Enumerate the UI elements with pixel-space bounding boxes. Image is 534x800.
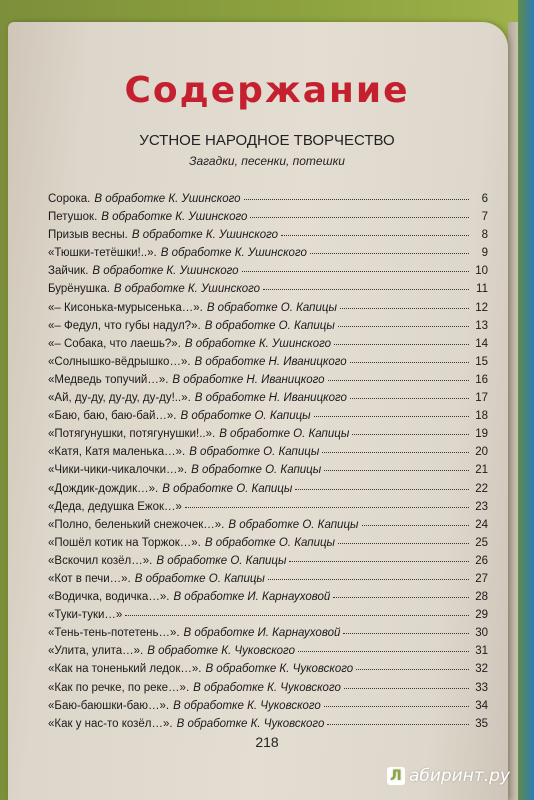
toc-leader-dots <box>250 217 469 218</box>
toc-entry-author: В обработке О. Капицы <box>162 482 293 495</box>
toc-entry <box>48 483 488 501</box>
toc-entry-author: В обработке К. Ушинского <box>131 229 279 242</box>
toc-entry-author: В обработке Н. Иваницкого <box>194 392 347 405</box>
toc-entry <box>48 211 488 229</box>
toc-entry-title: «Пошёл котик на Торжок…». <box>48 536 201 549</box>
toc-entry-title: «Баю, баю, баю-бай…». <box>48 410 177 423</box>
toc-entry-page: 20 <box>475 446 488 459</box>
toc-entry-author: В обработке К. Ушинского <box>94 193 241 205</box>
toc-entry-title: «Тюшки-тетёшки!..». <box>48 247 157 260</box>
toc-entry <box>48 229 488 247</box>
toc-entry-title: «Чики-чики-чикалочки…». <box>48 464 188 477</box>
toc-entry-page: 35 <box>475 717 488 730</box>
toc-leader-dots <box>281 235 469 236</box>
toc-entry <box>48 663 488 681</box>
toc-entry-author: В обработке К. Ушинского <box>184 337 332 350</box>
toc-entry <box>48 537 488 555</box>
toc-entry-page: 28 <box>475 591 488 604</box>
toc-entry-page: 33 <box>475 681 488 694</box>
subsection-heading: Загадки, песенки, потешки <box>189 154 345 168</box>
toc-entry <box>48 446 488 464</box>
toc-entry <box>48 591 488 609</box>
toc-entry-author: В обработке К. Чуковского <box>147 645 295 658</box>
toc-entry <box>48 645 488 663</box>
toc-entry-title: «Полно, беленький снежочек…». <box>48 518 225 531</box>
toc-entry <box>48 627 488 645</box>
toc-entry-page: 14 <box>475 337 488 350</box>
toc-leader-dots <box>289 561 469 562</box>
page-title: Содержание <box>124 70 410 111</box>
toc-entry-title: Бурёнушка. <box>48 283 110 296</box>
toc-entry-title: «Тень-тень-потетень…». <box>48 627 180 640</box>
toc-entry-page: 29 <box>475 609 488 622</box>
toc-entry-title: «Улита, улита…». <box>48 645 144 658</box>
toc-entry-page: 31 <box>475 645 488 658</box>
toc-leader-dots <box>338 326 469 327</box>
toc-entry <box>48 320 488 338</box>
toc-entry-author: В обработке О. Капицы <box>204 319 335 332</box>
toc-entry <box>48 573 488 591</box>
toc-leader-dots <box>362 525 470 526</box>
toc-entry-title: «Кот в печи…». <box>48 572 131 585</box>
toc-entry-title: «Как на тоненький ледок…». <box>48 663 202 676</box>
toc-entry <box>48 519 488 537</box>
toc-entry-title: «Ай, ду-ду, ду-ду, ду-ду!..». <box>48 392 191 405</box>
toc-leader-dots <box>310 253 469 254</box>
toc-leader-dots <box>343 633 469 634</box>
background-edge <box>518 0 534 800</box>
toc-entry <box>48 356 488 374</box>
toc-entry-page: 10 <box>475 265 488 278</box>
toc-leader-dots <box>314 416 469 417</box>
toc-leader-dots <box>268 579 469 580</box>
toc-leader-dots <box>324 470 469 471</box>
toc-entry-title: Сорока. <box>48 193 91 205</box>
toc-entry <box>48 410 488 428</box>
toc-leader-dots <box>352 434 469 435</box>
toc-entry <box>48 193 488 211</box>
toc-entry-title: «Солнышко-вёдрышко…». <box>48 355 191 368</box>
table-of-contents <box>48 193 488 736</box>
toc-leader-dots <box>327 724 469 725</box>
toc-entry-page: 15 <box>475 355 488 368</box>
toc-entry-page: 23 <box>475 500 488 513</box>
toc-leader-dots <box>324 706 469 707</box>
toc-entry-author: В обработке К. Ушинского <box>160 247 307 260</box>
toc-entry-title: «Потягунушки, потягунушки!..». <box>48 428 216 441</box>
toc-leader-dots <box>350 398 469 399</box>
toc-entry-author: В обработке О. Капицы <box>219 428 350 441</box>
toc-entry-title: «– Федул, что губы надул?». <box>48 319 201 332</box>
toc-entry-title: «Водичка, водичка…». <box>48 591 170 604</box>
labirint-logo-icon: Л <box>387 767 405 785</box>
toc-leader-dots <box>298 651 469 652</box>
toc-entry-page: 6 <box>481 193 488 205</box>
toc-entry-author: В обработке И. Карнауховой <box>173 591 331 604</box>
toc-leader-dots <box>344 688 469 689</box>
toc-leader-dots <box>334 344 469 345</box>
toc-leader-dots <box>125 615 469 616</box>
toc-entry-author: В обработке К. Чуковского <box>176 717 325 730</box>
toc-entry-author: В обработке К. Чуковского <box>173 699 321 712</box>
toc-entry-page: 11 <box>476 283 488 296</box>
watermark-text: абиринт.ру <box>408 766 510 786</box>
toc-entry-page: 12 <box>475 301 488 314</box>
toc-entry-page: 22 <box>475 482 488 495</box>
toc-entry <box>48 428 488 446</box>
toc-leader-dots <box>244 199 469 200</box>
toc-entry-title: «Вскочил козёл…». <box>48 554 153 567</box>
toc-entry <box>48 501 488 519</box>
toc-entry <box>48 555 488 573</box>
toc-entry <box>48 374 488 392</box>
page-number: 218 <box>255 734 279 750</box>
toc-entry-title: «Дождик-дождик…». <box>48 482 159 495</box>
toc-entry <box>48 700 488 718</box>
toc-entry <box>48 302 488 320</box>
toc-leader-dots <box>338 543 469 544</box>
toc-entry <box>48 247 488 265</box>
toc-leader-dots <box>295 489 469 490</box>
toc-entry <box>48 392 488 410</box>
toc-entry-title: «Как по речке, по реке…». <box>48 681 190 694</box>
toc-entry-title: «Туки-туки…» <box>48 609 123 622</box>
toc-entry-author: В обработке И. Карнауховой <box>183 627 341 640</box>
toc-entry-author: В обработке О. Капицы <box>204 536 336 549</box>
toc-entry <box>48 265 488 283</box>
toc-leader-dots <box>333 597 469 598</box>
toc-entry <box>48 609 488 627</box>
toc-leader-dots <box>242 271 469 272</box>
toc-entry <box>48 283 488 301</box>
toc-entry-author: В обработке К. Чуковского <box>205 663 354 676</box>
toc-entry-page: 16 <box>475 373 488 386</box>
toc-entry-page: 25 <box>475 536 488 549</box>
toc-entry-page: 34 <box>475 699 488 712</box>
toc-entry-author: В обработке К. Ушинского <box>101 211 248 224</box>
toc-leader-dots <box>350 362 469 363</box>
toc-entry-page: 32 <box>475 663 488 676</box>
toc-entry-author: В обработке О. Капицы <box>156 554 287 567</box>
toc-entry-author: В обработке О. Капицы <box>180 410 311 423</box>
toc-entry-page: 27 <box>475 572 488 585</box>
toc-entry-page: 21 <box>475 464 488 477</box>
toc-entry <box>48 682 488 700</box>
toc-entry-author: В обработке К. Чуковского <box>193 681 341 694</box>
toc-entry-page: 9 <box>481 247 488 260</box>
toc-entry-title: «Катя, Катя маленька…». <box>48 446 186 459</box>
toc-entry-page: 7 <box>481 211 488 224</box>
toc-entry-page: 18 <box>475 410 488 423</box>
toc-leader-dots <box>322 452 469 453</box>
toc-entry-author: В обработке К. Ушинского <box>92 265 239 278</box>
toc-entry-page: 24 <box>475 518 488 531</box>
toc-entry-page: 26 <box>475 554 488 567</box>
section-heading: УСТНОЕ НАРОДНОЕ ТВОРЧЕСТВО <box>139 132 395 149</box>
toc-entry-page: 8 <box>481 229 488 242</box>
toc-entry-title: «Баю-баюшки-баю…». <box>48 699 170 712</box>
toc-entry-author: В обработке О. Капицы <box>191 464 322 477</box>
toc-entry-title: Петушок. <box>48 211 98 224</box>
toc-entry <box>48 464 488 482</box>
toc-entry-title: «Медведь топучий…». <box>48 373 169 386</box>
toc-entry-page: 30 <box>475 627 488 640</box>
toc-entry-title: «– Собака, что лаешь?». <box>48 337 181 350</box>
toc-entry-author: В обработке Н. Иваницкого <box>194 355 347 368</box>
toc-entry-title: Призыв весны. <box>48 229 128 242</box>
toc-entry-author: В обработке О. Капицы <box>228 518 359 531</box>
toc-entry <box>48 338 488 356</box>
toc-leader-dots <box>263 289 469 290</box>
watermark <box>387 766 510 786</box>
toc-entry-author: В обработке О. Капицы <box>206 301 337 314</box>
toc-entry-title: Зайчик. <box>48 265 89 278</box>
toc-leader-dots <box>328 380 469 381</box>
toc-leader-dots <box>185 507 469 508</box>
toc-entry-title: «Как у нас-то козёл…». <box>48 717 173 730</box>
toc-entry-author: В обработке О. Капицы <box>134 572 265 585</box>
toc-entry-page: 13 <box>475 319 488 332</box>
toc-leader-dots <box>340 308 469 309</box>
toc-entry-author: В обработке Н. Иваницкого <box>172 373 325 386</box>
toc-leader-dots <box>356 669 469 670</box>
toc-entry-page: 19 <box>475 428 488 441</box>
toc-entry-title: «– Кисонька-мурысенька…». <box>48 301 203 314</box>
toc-entry-page: 17 <box>475 392 488 405</box>
toc-entry-title: «Деда, дедушка Ежок…» <box>48 500 182 513</box>
toc-entry-author: В обработке К. Ушинского <box>113 283 261 296</box>
toc-entry-author: В обработке О. Капицы <box>189 446 320 459</box>
